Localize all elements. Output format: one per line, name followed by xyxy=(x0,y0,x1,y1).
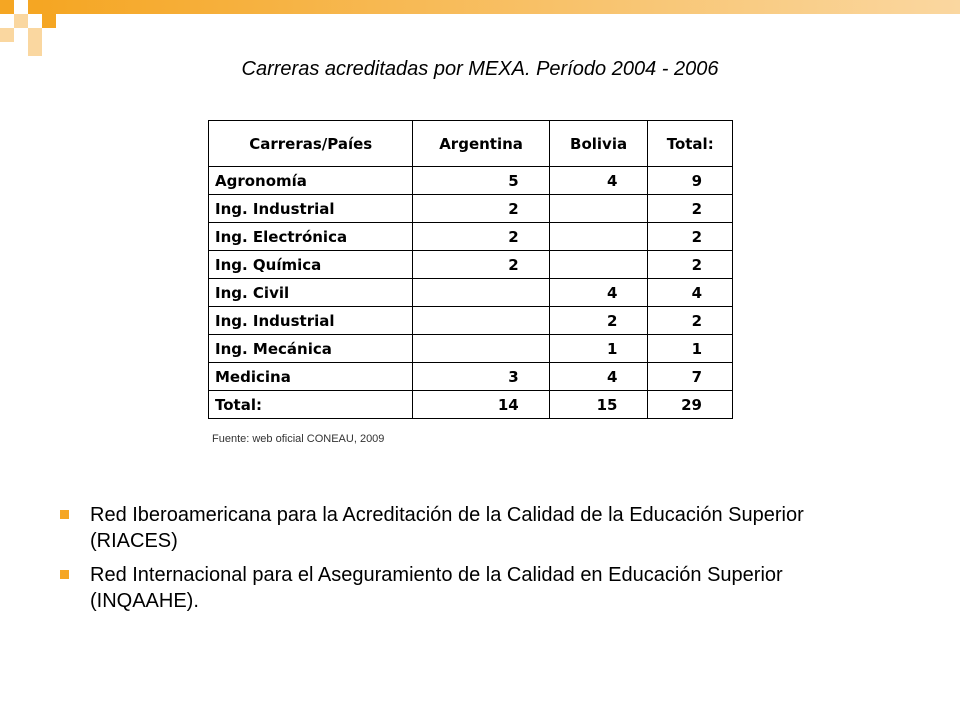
career-cell: Ing. Civil xyxy=(209,279,413,307)
total-cell: 9 xyxy=(648,167,733,195)
table-row xyxy=(209,279,733,307)
bolivia-cell: 4 xyxy=(549,279,648,307)
bolivia-cell: 1 xyxy=(549,335,648,363)
argentina-cell xyxy=(413,335,549,363)
list-item xyxy=(58,502,858,554)
career-cell: Ing. Industrial xyxy=(209,307,413,335)
argentina-cell: 2 xyxy=(413,223,549,251)
total-cell: 4 xyxy=(648,279,733,307)
bolivia-cell xyxy=(549,251,648,279)
table-header-row xyxy=(209,121,733,167)
career-cell: Total: xyxy=(209,391,413,419)
career-cell: Ing. Industrial xyxy=(209,195,413,223)
table-row xyxy=(209,195,733,223)
argentina-cell: 3 xyxy=(413,363,549,391)
list-item xyxy=(58,562,858,614)
argentina-cell: 14 xyxy=(413,391,549,419)
header-cell: Total: xyxy=(648,121,733,167)
career-cell: Medicina xyxy=(209,363,413,391)
table-total-row xyxy=(209,391,733,419)
bolivia-cell: 4 xyxy=(549,363,648,391)
slide-title: Carreras acreditadas por MEXA. Período 2004 - 2006 xyxy=(241,58,719,80)
total-cell: 2 xyxy=(648,307,733,335)
career-cell: Ing. Mecánica xyxy=(209,335,413,363)
total-cell: 1 xyxy=(648,335,733,363)
total-cell: 2 xyxy=(648,251,733,279)
total-cell: 29 xyxy=(648,391,733,419)
bullet-text: Red Internacional para el Aseguramiento de la Calidad en Educación Superior (INQAAHE). xyxy=(90,564,783,612)
bullet-list xyxy=(58,502,858,622)
corner-square-5 xyxy=(28,28,42,42)
corner-square-7 xyxy=(28,42,42,56)
argentina-cell: 2 xyxy=(413,195,549,223)
table-row xyxy=(209,251,733,279)
corner-square-1 xyxy=(0,0,14,14)
bolivia-cell xyxy=(549,195,648,223)
corner-square-3 xyxy=(28,0,42,14)
header-cell: Carreras/Paíes xyxy=(209,121,413,167)
total-cell: 2 xyxy=(648,223,733,251)
argentina-cell: 2 xyxy=(413,251,549,279)
total-cell: 2 xyxy=(648,195,733,223)
career-cell: Ing. Electrónica xyxy=(209,223,413,251)
bolivia-cell: 15 xyxy=(549,391,648,419)
argentina-cell xyxy=(413,307,549,335)
table-row xyxy=(209,363,733,391)
header-cell: Argentina xyxy=(413,121,549,167)
top-accent-bar xyxy=(40,0,960,14)
accreditation-table xyxy=(208,120,733,419)
career-cell: Agronomía xyxy=(209,167,413,195)
bolivia-cell: 4 xyxy=(549,167,648,195)
corner-square-2 xyxy=(14,14,28,28)
corner-square-4 xyxy=(0,28,14,42)
table-row xyxy=(209,335,733,363)
header-cell: Bolivia xyxy=(549,121,648,167)
bolivia-cell: 2 xyxy=(549,307,648,335)
total-cell: 7 xyxy=(648,363,733,391)
square-bullet-icon xyxy=(60,570,69,579)
career-cell: Ing. Química xyxy=(209,251,413,279)
table-row xyxy=(209,223,733,251)
square-bullet-icon xyxy=(60,510,69,519)
bolivia-cell xyxy=(549,223,648,251)
table-row xyxy=(209,307,733,335)
bullet-text: Red Iberoamericana para la Acreditación de la Calidad de la Educación Superior (RIACES) xyxy=(90,504,804,552)
corner-square-6 xyxy=(42,14,56,28)
source-note: Fuente: web oficial CONEAU, 2009 xyxy=(212,433,385,445)
argentina-cell xyxy=(413,279,549,307)
table-row xyxy=(209,167,733,195)
argentina-cell: 5 xyxy=(413,167,549,195)
